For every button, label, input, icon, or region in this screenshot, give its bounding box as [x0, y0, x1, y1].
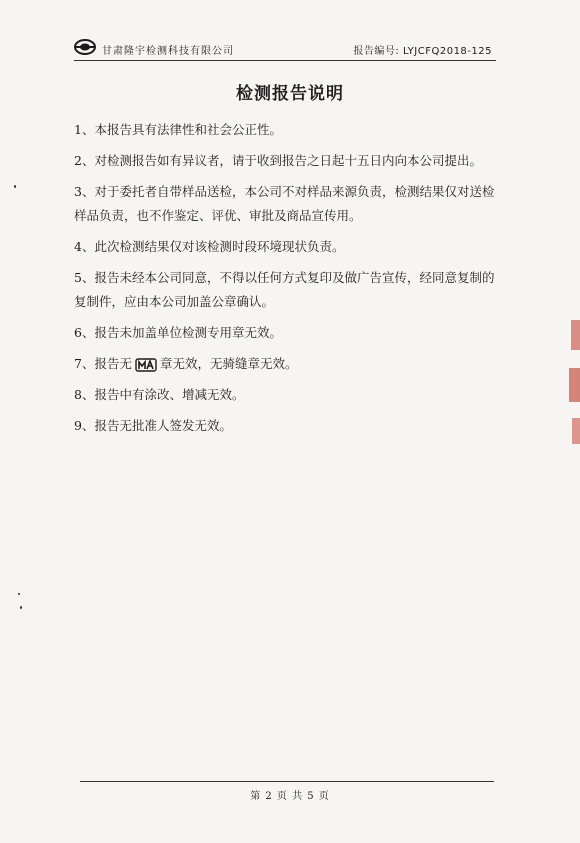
scan-speck — [18, 593, 20, 595]
list-item: 5、报告未经本公司同意，不得以任何方式复印及做广告宣传，经同意复制的复制件，应由本公司加盖公章确认。 — [74, 270, 495, 309]
footer-divider — [80, 781, 494, 782]
list-item: 2、对检测报告如有异议者，请于收到报告之日起十五日内向本公司提出。 — [74, 153, 482, 168]
report-number-value: LYJCFQ2018-125 — [402, 46, 492, 57]
seal-edge-mark — [568, 320, 580, 460]
scan-speck — [14, 185, 16, 188]
report-number-label: 报告编号: — [353, 46, 400, 57]
list-item: 1、本报告具有法律性和社会公正性。 — [74, 122, 282, 137]
scan-speck — [20, 606, 22, 609]
page-number: 第 2 页 共 5 页 — [250, 791, 330, 802]
header-divider — [74, 60, 496, 61]
report-number — [353, 42, 492, 57]
cma-mark-icon — [135, 358, 157, 372]
company-logo-icon — [74, 39, 96, 55]
list-item: 7、报告无 章无效，无骑缝章无效。 — [74, 356, 298, 371]
list-item: 9、报告无批准人签发无效。 — [74, 418, 232, 433]
list-item: 6、报告未加盖单位检测专用章无效。 — [74, 325, 282, 340]
list-item: 3、对于委托者自带样品送检，本公司不对样品来源负责，检测结果仅对送检样品负责，也不作鉴定、评优、审批及商品宣传用。 — [74, 184, 495, 223]
company-name: 甘肃隆宇检测科技有限公司 — [102, 46, 234, 57]
statement-list — [74, 118, 499, 445]
list-item: 4、此次检测结果仅对该检测时段环境现状负责。 — [74, 239, 345, 254]
page-title: 检测报告说明 — [236, 84, 344, 104]
list-item: 8、报告中有涂改、增减无效。 — [74, 387, 245, 402]
page-header — [74, 38, 494, 60]
